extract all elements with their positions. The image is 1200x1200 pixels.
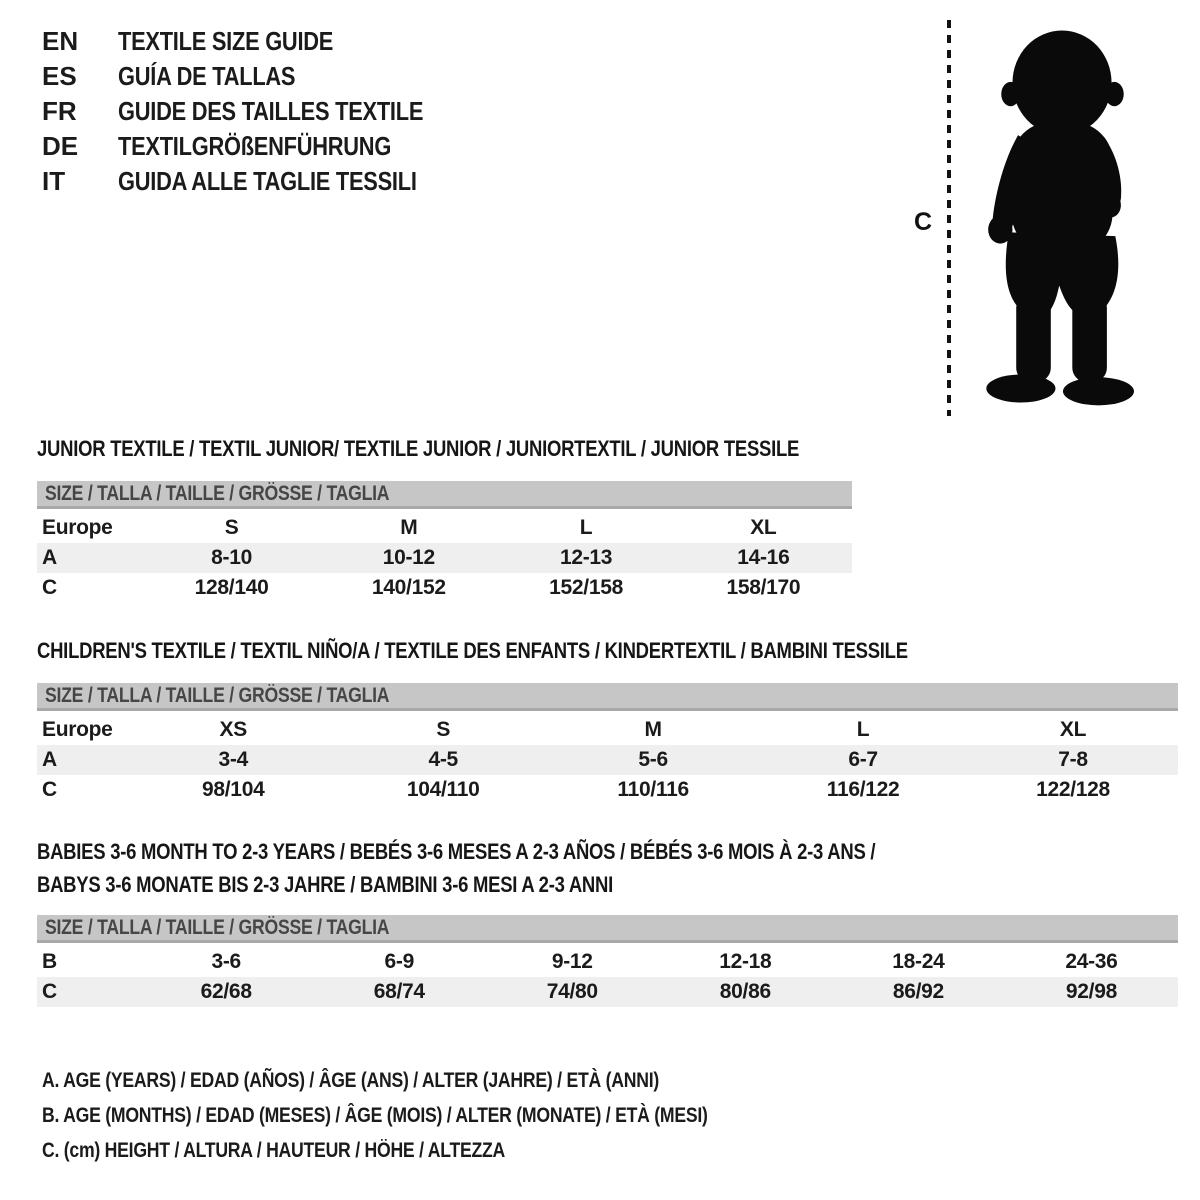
row-label: C [42,778,57,801]
language-code: IT [42,166,66,196]
section-title-line1: BABIES 3-6 MONTH TO 2-3 YEARS / BEBÉS 3-6 MESES A 2-3 AÑOS / BÉBÉS 3-6 MOIS À 2-3 ANS / [37,839,876,864]
region-label: Europe [42,718,113,741]
size-cell: S [224,516,239,539]
value-cell: 3-4 [128,745,338,775]
guide-title-en: TEXTILE SIZE GUIDE [118,26,334,56]
value-cell: 62/68 [140,977,313,1007]
value-cell: 3-6 [211,950,241,973]
size-cell: XS [219,718,247,741]
value-cell: 12-18 [719,950,772,973]
section-children-textile [37,639,1200,805]
language-code: FR [42,96,77,126]
section-junior-textile [37,437,1200,603]
children-size-table [37,683,1178,805]
table-row-sizes [37,715,1178,745]
size-band-label: SIZE / TALLA / TAILLE / GRÖSSE / TAGLIA [45,916,390,939]
size-band-label: SIZE / TALLA / TAILLE / GRÖSSE / TAGLIA [45,684,390,707]
value-cell: 140/152 [371,576,446,599]
value-cell: 7-8 [968,745,1178,775]
height-measure-line [947,20,951,416]
row-label: C [42,576,57,599]
size-cell: S [436,718,451,741]
footnote-height-cm: C. (cm) HEIGHT / ALTURA / HAUTEUR / HÖHE / ALTEZZA [42,1139,506,1162]
value-cell: 152/158 [549,576,623,599]
value-cell: 104/110 [406,778,480,801]
guide-title-fr: GUIDE DES TAILLES TEXTILE [118,96,424,126]
region-label: Europe [42,516,113,539]
legend-footnotes [42,1063,1200,1168]
value-cell: 110/116 [617,778,689,801]
value-cell: 9-12 [551,950,593,973]
height-measure-label: C [914,208,933,236]
language-code: DE [42,131,79,161]
value-cell: 74/80 [486,977,659,1007]
value-cell: 8-10 [143,543,320,573]
guide-title-de: TEXTILGRÖßENFÜHRUNG [118,131,392,161]
table-row-height [37,775,1178,805]
value-cell: 98/104 [202,778,265,801]
footnote-age-months: B. AGE (MONTHS) / EDAD (MESES) / ÂGE (MOIS) / ALTER (MONATE) / ETÀ (MESI) [42,1104,708,1127]
value-cell: 10-12 [320,543,497,573]
value-cell: 18-24 [892,950,945,973]
table-row-height [37,977,1178,1007]
row-label: C [37,977,140,1007]
table-row-sizes [37,513,852,543]
section-title: JUNIOR TEXTILE / TEXTIL JUNIOR/ TEXTILE JUNIOR / JUNIORTEXTIL / JUNIOR TESSILE [37,436,800,461]
guide-title-it: GUIDA ALLE TAGLIE TESSILI [118,166,417,196]
value-cell: 24-36 [1065,950,1118,973]
size-cell: M [400,516,418,539]
section-title-line2: BABYS 3-6 MONATE BIS 2-3 JAHRE / BAMBINI 3-6 MESI A 2-3 ANNI [37,872,613,897]
size-cell: XL [1059,718,1087,741]
junior-size-table [37,481,852,603]
value-cell: 5-6 [548,745,758,775]
row-label: B [42,950,57,973]
size-cell: L [579,516,593,539]
row-label: A [37,745,128,775]
value-cell: 128/140 [194,576,269,599]
size-cell: M [644,718,662,741]
guide-title-es: GUÍA DE TALLAS [118,61,296,91]
size-band-label: SIZE / TALLA / TAILLE / GRÖSSE / TAGLIA [45,482,390,505]
section-babies-textile [37,835,1200,1007]
row-label: A [37,543,143,573]
section-title: CHILDREN'S TEXTILE / TEXTIL NIÑO/A / TEXTILE DES ENFANTS / KINDERTEXTIL / BAMBINI TESSILE [37,638,908,663]
table-row-height [37,573,852,603]
toddler-silhouette-icon [962,14,1177,419]
value-cell: 6-9 [384,950,414,973]
babies-size-table [37,915,1178,1007]
size-cell: XL [750,516,777,539]
table-row-age [37,543,852,573]
value-cell: 68/74 [313,977,486,1007]
value-cell: 12-13 [497,543,674,573]
value-cell: 6-7 [758,745,968,775]
value-cell: 86/92 [832,977,1005,1007]
table-row-months [37,947,1178,977]
value-cell: 14-16 [675,543,852,573]
value-cell: 116/122 [826,778,900,801]
value-cell: 158/170 [726,576,801,599]
footnote-age-years: A. AGE (YEARS) / EDAD (AÑOS) / ÂGE (ANS) / ALTER (JAHRE) / ETÀ (ANNI) [42,1069,660,1092]
height-figure [900,12,1200,424]
table-row-age [37,745,1178,775]
value-cell: 122/128 [1036,778,1110,801]
value-cell: 4-5 [338,745,548,775]
size-cell: L [856,718,870,741]
language-code: ES [42,61,77,91]
value-cell: 92/98 [1005,977,1178,1007]
language-code: EN [42,26,79,56]
value-cell: 80/86 [659,977,832,1007]
